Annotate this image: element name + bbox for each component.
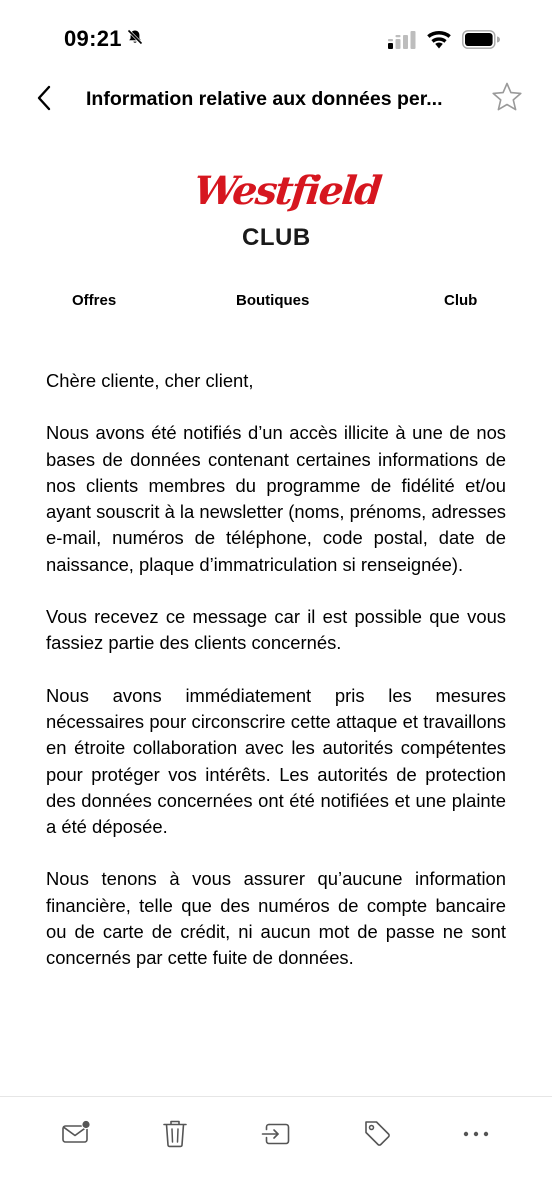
paragraph-1: Nous avons été notifiés d’un accès illicite à une de nos bases de données contenant certaines informations de nos clients membres du programme de fidélité et/ou ayant souscrit à la newsletter (noms, prénoms, adresses e-mail, numéros de téléphone, code postal, date de naissance, plaque d’immatriculation si renseignée).: [46, 422, 506, 575]
message-title: Information relative aux données per...: [86, 88, 443, 110]
battery-icon: [462, 30, 500, 54]
bottom-toolbar: [0, 1096, 552, 1201]
status-time: 09:21: [64, 26, 122, 51]
mark-unread-button[interactable]: [58, 1117, 94, 1153]
logo-brand: Westfield: [191, 168, 383, 214]
message-header: [0, 78, 552, 122]
paragraph-4: Nous tenons à vous assurer qu’aucune information financière, telle que des numéros de compte bancaire ou de carte de crédit, ni aucun mot de passe ne sont concernés par cette fuite de données.: [46, 868, 506, 969]
status-time-group: [64, 26, 144, 52]
logo-sub: CLUB: [242, 224, 311, 251]
bell-slash-icon: [126, 28, 144, 51]
star-icon: [491, 81, 523, 118]
email-text: [46, 368, 506, 998]
status-bar: [0, 0, 552, 80]
back-button[interactable]: [30, 84, 58, 116]
delete-button[interactable]: [157, 1117, 193, 1153]
status-icons: [388, 30, 500, 54]
tag-button[interactable]: [359, 1117, 395, 1153]
more-icon: [461, 1126, 491, 1144]
move-button[interactable]: [258, 1117, 294, 1153]
favorite-button[interactable]: [490, 82, 524, 116]
mail-unread-icon: [60, 1119, 92, 1152]
paragraph-2: Vous recevez ce message car il est possible que vous fassiez partie des clients concernés.: [46, 606, 506, 654]
email-nav-boutiques-link[interactable]: Boutiques: [236, 292, 310, 309]
more-button[interactable]: [458, 1117, 494, 1153]
paragraph-3: Nous avons immédiatement pris les mesures nécessaires pour circonscrire cette attaque et travaillons en étroite collaboration avec les autorités compétentes pour protéger vos intérêts. Les autorités de protection des données concernées ont été notifiées et une plainte a été déposée.: [46, 684, 506, 838]
email-nav: [0, 292, 552, 316]
wifi-icon: [426, 30, 452, 54]
cellular-signal-icon: [388, 31, 416, 54]
greeting: Chère cliente, cher client,: [46, 370, 254, 391]
trash-icon: [162, 1118, 188, 1153]
email-body: [0, 150, 552, 1095]
move-to-folder-icon: [260, 1119, 292, 1152]
tag-icon: [362, 1118, 392, 1153]
email-nav-offres-link[interactable]: Offres: [72, 292, 117, 309]
chevron-left-icon: [36, 85, 52, 116]
westfield-club-logo[interactable]: [190, 160, 383, 251]
email-nav-club-link[interactable]: Club: [444, 292, 478, 309]
